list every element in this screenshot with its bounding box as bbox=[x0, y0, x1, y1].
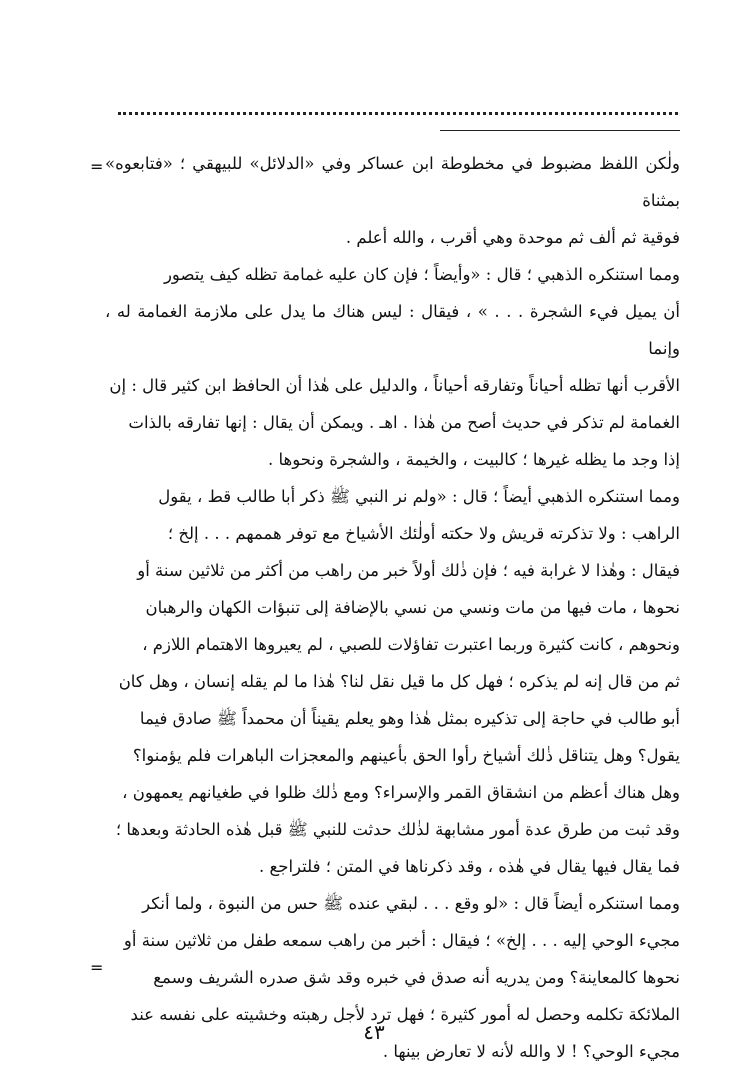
text-line: نحوها كالمعاينة؟ ومن يدريه أنه صدق في خبره وقد شق صدره الشريف وسمع bbox=[153, 968, 680, 987]
text-line: ومما استنكره الذهبي ؛ قال : «وأيضاً ؛ فإن كان عليه غمامة تظله كيف يتصور bbox=[163, 265, 680, 284]
text-line: مجيء الوحي إليه . . . إلخ» ؛ فيقال : أخبر من راهب سمعه طفل من ثلاثين سنة أو bbox=[123, 931, 680, 950]
text-line: ولٰكن اللفظ مضبوط في مخطوطة ابن عساكر وفي «الدلائل» للبيهقي ؛ «فتابعوه» بمثناة bbox=[105, 154, 680, 210]
text-line: الأقرب أنها تظله أحياناً وتفارقه أحياناً ، والدليل على هٰذا أن الحافظ ابن كثير قال : إن bbox=[109, 376, 680, 395]
text-line: أبو طالب في حاجة إلى تذكيره بمثل هٰذا وهو يعلم يقيناً أن محمداً ﷺ صادق فيما bbox=[139, 709, 680, 728]
text-line: يقول؟ وهل يتناقل ذٰلك أشياخ رأوا الحق بأعينهم والمعجزات الباهرات فلم يؤمنوا؟ bbox=[132, 746, 680, 765]
page-number: ٤٣ bbox=[363, 1020, 385, 1044]
footnote-rule bbox=[440, 130, 680, 131]
text-line: ثم من قال إنه لم يذكره ؛ فهل كل ما قيل نقل لنا؟ هٰذا ما لم يقله إنسان ، وهل كان bbox=[118, 672, 680, 691]
text-line: إذا وجد ما يظله غيرها ؛ كالبيت ، والخيمة ، والشجرة ونحوها . bbox=[268, 450, 680, 469]
text-line: ومما استنكره أيضاً قال : «لو وقع . . . لبقي عنده ﷺ حس من النبوة ، ولما أنكر bbox=[142, 894, 680, 913]
text-line: مجيء الوحي؟ ! لا والله لأنه لا تعارض بينها . bbox=[382, 1042, 680, 1061]
text-line: الغمامة لم تذكر في حديث أصح من هٰذا . اهـ . ويمكن أن يقال : إنها تفارقه بالذات bbox=[128, 413, 680, 432]
text-line: وقد ثبت من طرق عدة أمور مشابهة لذٰلك حدثت للنبي ﷺ قبل هٰذه الحادثة وبعدها ؛ bbox=[115, 820, 680, 839]
text-line: نحوها ، مات فيها من مات ونسي من نسي بالإضافة إلى تنبؤات الكهان والرهبان bbox=[145, 598, 680, 617]
text-line: أن يميل فيء الشجرة . . . » ، فيقال : ليس هناك ما يدل على ملازمة الغمامة له ، وإنما bbox=[105, 302, 680, 358]
text-line: الراهب : ولا تذكرته قريش ولا حكته أولٰئك الأشياخ مع توفر هممهم . . . إلخ ؛ bbox=[167, 524, 680, 543]
text-line: ومما استنكره الذهبي أيضاً ؛ قال : «ولم نر النبي ﷺ ذكر أبا طالب قط ، يقول bbox=[158, 487, 680, 506]
text-line: فوقية ثم ألف ثم موحدة وهي أقرب ، والله أعلم . bbox=[345, 228, 680, 247]
text-line: فما يقال فيها يقال في هٰذه ، وقد ذكرناها في المتن ؛ فلتراجع . bbox=[258, 857, 680, 876]
continuation-mark-bottom: = bbox=[90, 958, 104, 977]
text-line: وهل هناك أعظم من انشقاق القمر والإسراء؟ ومع ذٰلك ظلوا في طغيانهم يعمهون ، bbox=[122, 783, 680, 802]
footnote-text-block bbox=[105, 145, 680, 1070]
text-line: فيقال : وهٰذا لا غرابة فيه ؛ فإن ذٰلك أولاً خبر من راهب من أكثر من ثلاثين سنة أو bbox=[137, 561, 680, 580]
header-dotted-rule bbox=[118, 112, 678, 125]
text-line: الملائكة تكلمه وحصل له أمور كثيرة ؛ فهل ترد لأجل رهبته وخشيته على نفسه عند bbox=[130, 1005, 680, 1024]
text-line: ونحوهم ، كانت كثيرة وربما اعتبرت تفاؤلات للصبي ، لم يعيروها الاهتمام اللازم ، bbox=[142, 635, 680, 654]
continuation-mark-top: = bbox=[90, 157, 104, 176]
